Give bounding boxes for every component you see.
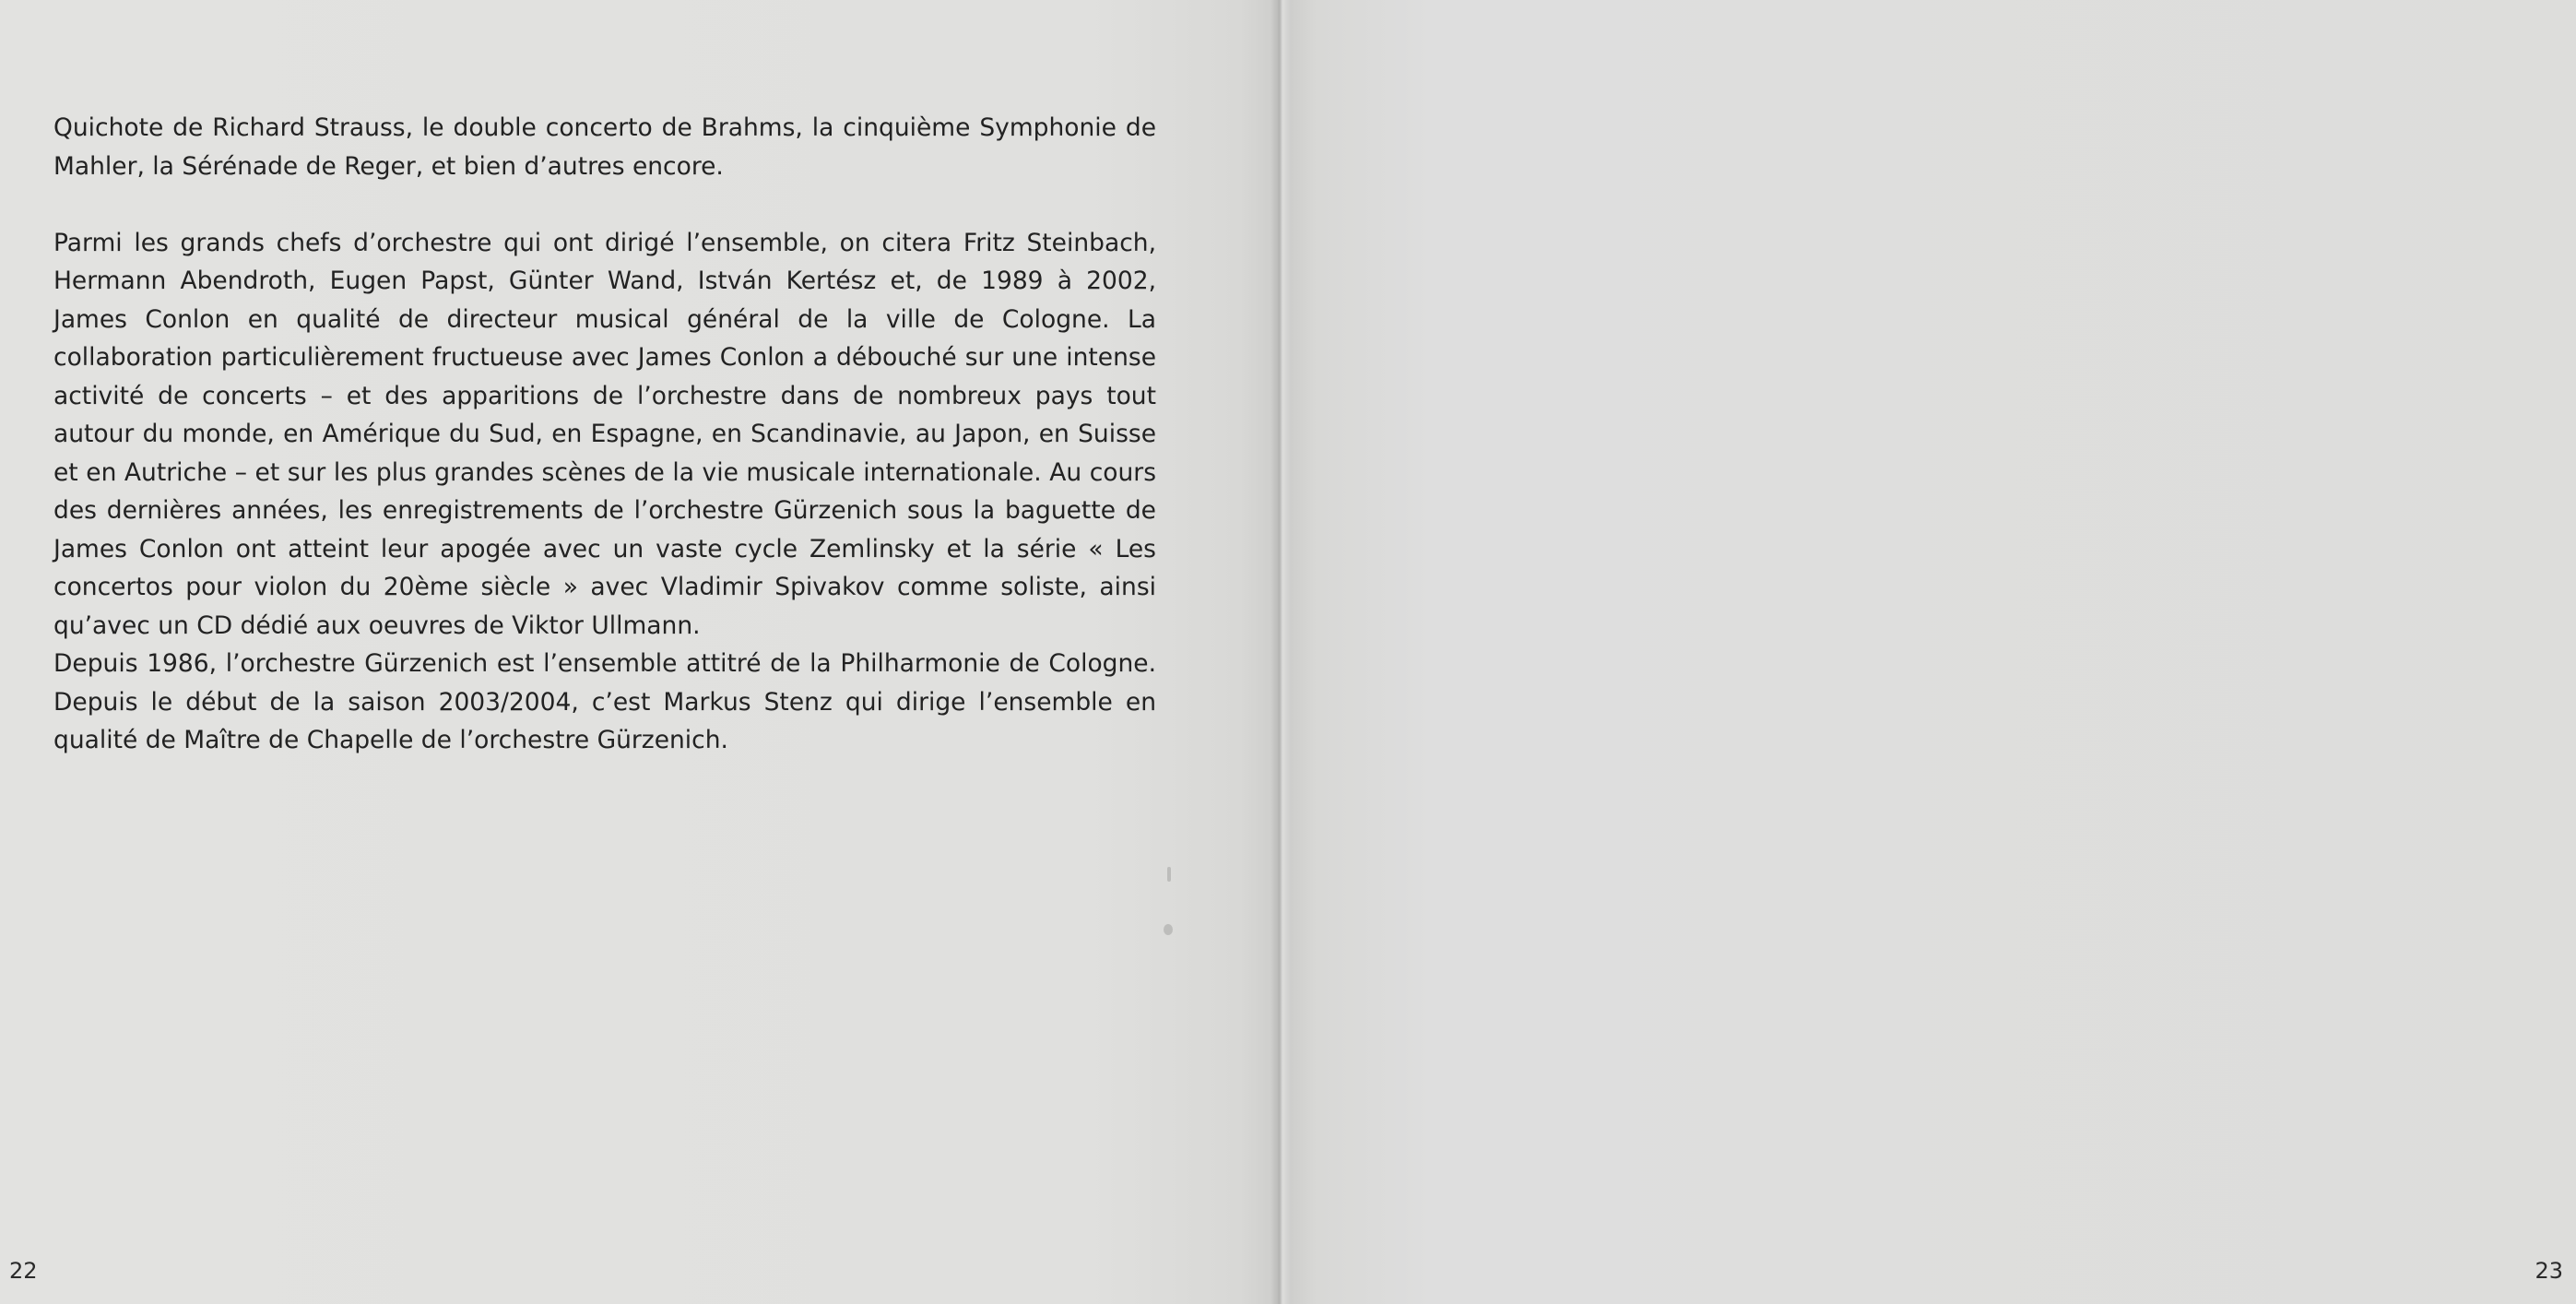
paragraph-3: Depuis 1986, l’orchestre Gürzenich est l’ensemble attitré de la Philharmonie de Cologne. Depuis le début de la saison 2003/2004, c’est Markus Stenz qui dirige l’ensemble en qualité de Maître de Chapelle de l’orchestre Gürzenich. — [53, 649, 1156, 754]
paragraph-2: Parmi les grands chefs d’orchestre qui ont dirigé l’ensemble, on citera Fritz Steinbach, Hermann Abendroth, Eugen Papst, Günter Wand, István Kertész et, de 1989 à 2002, James Conlon en qualité de directeur musical général de la ville de Cologne. La collaboration particulièrement fructueuse avec James Conlon a débouché sur une intense activité de concerts – et des apparitions de l’orchestre dans de nombreux pays tout autour du monde, en Amérique du Sud, en Espagne, en Scandinavie, au Japon, en Suisse et en Autriche – et sur les plus grandes scènes de la vie musicale internationale. Au cours des dernières années, les enregistrements de l’orchestre Gürzenich sous la baguette de James Conlon ont atteint leur apogée avec un vaste cycle Zemlinsky et la série « Les concertos pour violon du 20ème siècle » avec Vladimir Spivakov comme soliste, ainsi qu’avec un CD dédié aux oeuvres de Viktor Ullmann. — [53, 228, 1156, 640]
body-text — [53, 109, 1156, 760]
page-number-left: 22 — [9, 1258, 38, 1284]
right-page — [1278, 0, 2576, 1304]
left-page — [0, 0, 1278, 1304]
paper-speck — [1164, 924, 1173, 935]
page-number-right: 23 — [2535, 1258, 2563, 1284]
paragraph-1: Quichote de Richard Strauss, le double concerto de Brahms, la cinquième Symphonie de Mahler, la Sérénade de Reger, et bien d’autres encore. — [53, 113, 1156, 181]
paper-speck — [1167, 867, 1171, 882]
